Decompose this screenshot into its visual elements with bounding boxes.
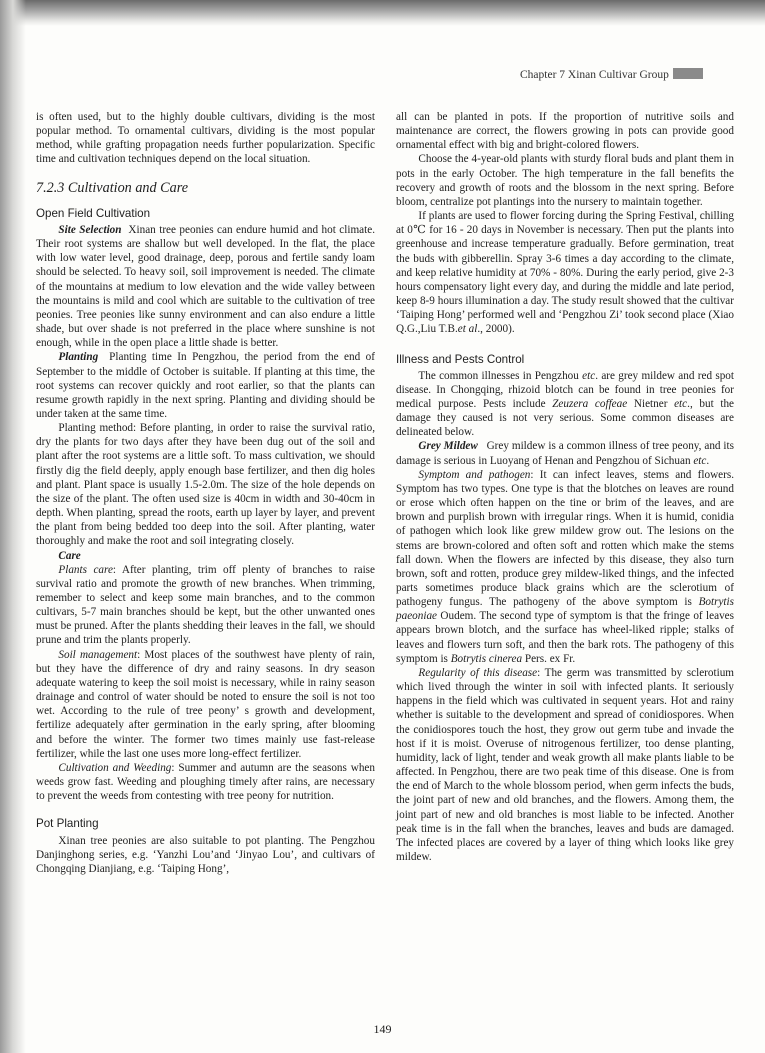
running-head-bar xyxy=(673,68,703,79)
run-in-heading: Grey Mildew xyxy=(418,440,478,453)
subsection-heading-illness: Illness and Pests Control xyxy=(396,352,525,366)
run-in-heading-care: Care xyxy=(58,549,81,562)
scan-top-shadow xyxy=(0,0,765,26)
run-in-heading: Planting xyxy=(58,351,99,364)
paragraph-planting-method: Planting method: Before planting, in order to raise the survival ratio, dry the plants for two days after they have been dug out of the soil and plant after the root systems are a little soft. To mass cultivation, we should firstly dig the field deeply, apply enough base fertilizer, and then dig holes and plant. Plant space is usually 1.5-2.0m. The size of the hole depends on the size of the plant. The often used size is 40cm in width and 30-40cm in depth. When planting, spread the roots, earth up layer by layer, and prevent the plant from being bedded too deep into the soil. After planting, water thoroughly and make the root and soil integrating closely. xyxy=(36,422,375,548)
right-column xyxy=(396,110,734,864)
paragraph-soil-management: Soil management: Most places of the southwest have plenty of rain, but they have the difference of dry and rainy seasons. In dry season adequate watering to keep the soil moist is necessary, while in rainy season drainage and control of water should be noted to ensure the soil is not too wet. According to the rule of tree peony’ s growth and development, fertilize adequately after germination in the early spring, after blooming and before the winter. The former two times mainly use fast-release fertilizer, while the last one uses more long-effect fertilizer. xyxy=(36,648,375,760)
paragraph: is often used, but to the highly double cultivars, dividing is the most popular method. To ornamental cultivars, dividing is the most popular method, while grafting propagation needs further popularization. Specific time and cultivation techniques depend on the local situation. xyxy=(36,111,375,166)
paragraph-symptom: Symptom and pathogen: It can infect leaves, stems and flowers. Symptom has two types. One type is that the blotches on leaves are round or erose which often happen on the tine or brim of the leaves, and are brown and purplish brown with irregular rings. When it is humid, conidia of pathogen which look like grew mildew grow out. The lesions on the stems are brown-colored and often soft and rotten which make the stems fall down. When the flowers are infected by this disease, they also turn brown, soft and rotten, produce grey mildew-liked things, and the infected parts sometimes produce black grains which are the sclerotium of pathogeny fungus. The pathogeny of the above symptom is Botrytis paeoniae Oudem. The second type of symptom is that the fringe of leaves appears brown blotch, and the surface has wheel-liked ripple; stalks of leaves and flowers turn soft, and then the bark rots. The pathogeny of this symptom is Botrytis cinerea Pers. ex Fr. xyxy=(396,468,735,665)
section-heading: 7.2.3 Cultivation and Care xyxy=(36,179,188,196)
paragraph-plants-care: Plants care: After planting, trim off plenty of branches to raise survival ratio and promote the growth of new branches. When trimming, remember to select and keep some main branches, and to the common cultivars, 5-7 main branches should be kept, but the other unwanted ones must be pruned. After the plants shedding their leaves in the fall, we should prune and trim the plants properly. xyxy=(36,563,376,647)
paragraph-planting: Planting Planting time In Pengzhou, the period from the end of September to the middle of October is suitable. If planting at this time, the root systems can recover quickly and root earlier, so that the plants can resume growth rapidly in the next spring. Planting and dividing should be under taken at the same time. xyxy=(36,351,376,420)
paragraph-weeding: Cultivation and Weeding: Summer and autumn are the seasons when weeds grow fast. Weeding and ploughing timely after rains, are necessary to prevent the weeds from contesting with tree peony for nutrition. xyxy=(36,761,375,803)
paragraph-grey-mildew: Grey Mildew Grey mildew is a common illness of tree peony, and its damage is serious in Luoyang of Henan and Pengzhou of Sichuan etc. xyxy=(396,440,734,467)
left-column xyxy=(36,110,375,876)
paragraph-regularity: Regularity of this disease: The germ was transmitted by sclerotium which lived through the winter in soil with infected plants. It seriously happens in the field which was cultivated in sequent years. Hot and rainy whether is suitable to the development and spread of conidiospores. When the conidiospores touch the host, they grow out germ tube and invade the host if it is moist. Overuse of nitrogenous fertilizer, too dense planting, humidity, lack of light, tender and weak growth all make plants liable to be affected. In Pengzhou, there are two peak time of this disease. One is from the end of March to the whole blossom period, when germ infects the buds, the joint part of new and old branches, and the flowers. Among them, the joint part of new and old branches is most liable to be infected. Another peak time is in the fall when the branches, leaves and buds are damaged. The infected places are covered by a layer of thing which looks like grey mildew. xyxy=(396,666,734,863)
run-in-heading: Site Selection xyxy=(58,223,122,236)
paragraph-illnesses: The common illnesses in Pengzhou etc. are grey mildew and red spot disease. In Chongqing, rhizoid blotch can be found in tree peonies for medical purpose. Pests include Zeuzera coffeae Nietner etc., but the damage they caused is not very serious. Some common diseases are delineated below. xyxy=(396,369,735,439)
paragraph-pot-planting: Xinan tree peonies are also suitable to pot planting. The Pengzhou Danjinghong series, e.g. ‘Yanzhi Lou’and ‘Jinyao Lou’, and cultivars of Chongqing Dianjiang, e.g. ‘Taiping Hong’, xyxy=(36,834,375,875)
scan-left-shadow xyxy=(0,0,26,1053)
running-head-text: Chapter 7 Xinan Cultivar Group xyxy=(520,69,669,81)
subsection-heading-open-field: Open Field Cultivation xyxy=(36,206,151,220)
paragraph-site-selection: Site Selection Xinan tree peonies can endure humid and hot climate. Their root systems are shallow but well developed. In the flat, the place with low water level, good drainage, deep, porous and fertile sandy loam should be selected. To heavy soil, soil improvement is needed. The climate of the mountains at medium to low elevation and the wide valley between the mountains is mild and cool which are suitable to the cultivation of tree peonies. Tree peonies like sunny environment and can also endure a little shade, but over shade is not preferred in the place where sunshine is not enough, while in the open place a little shade is better. xyxy=(36,223,376,350)
paragraph: Choose the 4-year-old plants with sturdy floral buds and plant them in pots in the early October. The high temperature in the fall benefits the recovery and growth of roots and the blossom in the next spring. Before bloom, centralize pot plantings into the nursery to maintain together. xyxy=(396,153,734,208)
page-number: 149 xyxy=(373,1022,392,1036)
paragraph-flower-forcing: If plants are used to flower forcing during the Spring Festival, chilling at 0℃ for 16 - 20 days in November is necessary. Then put the plants into greenhouse and increase temperature gradually. Before germination, treat the buds with gibberellin. Spray 3-6 times a day according to the climate, and keep relative humidity at 70% - 80%. During the early period, give 2-3 hours compensatory light every day, and during the middle and late period, keep 8-9 hours illumination a day. The study result showed that the cultivar ‘Taiping Hong’ performed well and ‘Pengzhou Zi’ took second place (Xiao Q.G.,Liu T.B.et al., 2000). xyxy=(396,210,734,336)
subsection-heading-pot-planting: Pot Planting xyxy=(36,817,99,831)
paragraph: all can be planted in pots. If the proportion of nutritive soils and maintenance are correct, the flowers growing in pots can provide good ornamental effect with big and bright-colored flowers. xyxy=(396,111,734,152)
running-head xyxy=(520,68,703,81)
